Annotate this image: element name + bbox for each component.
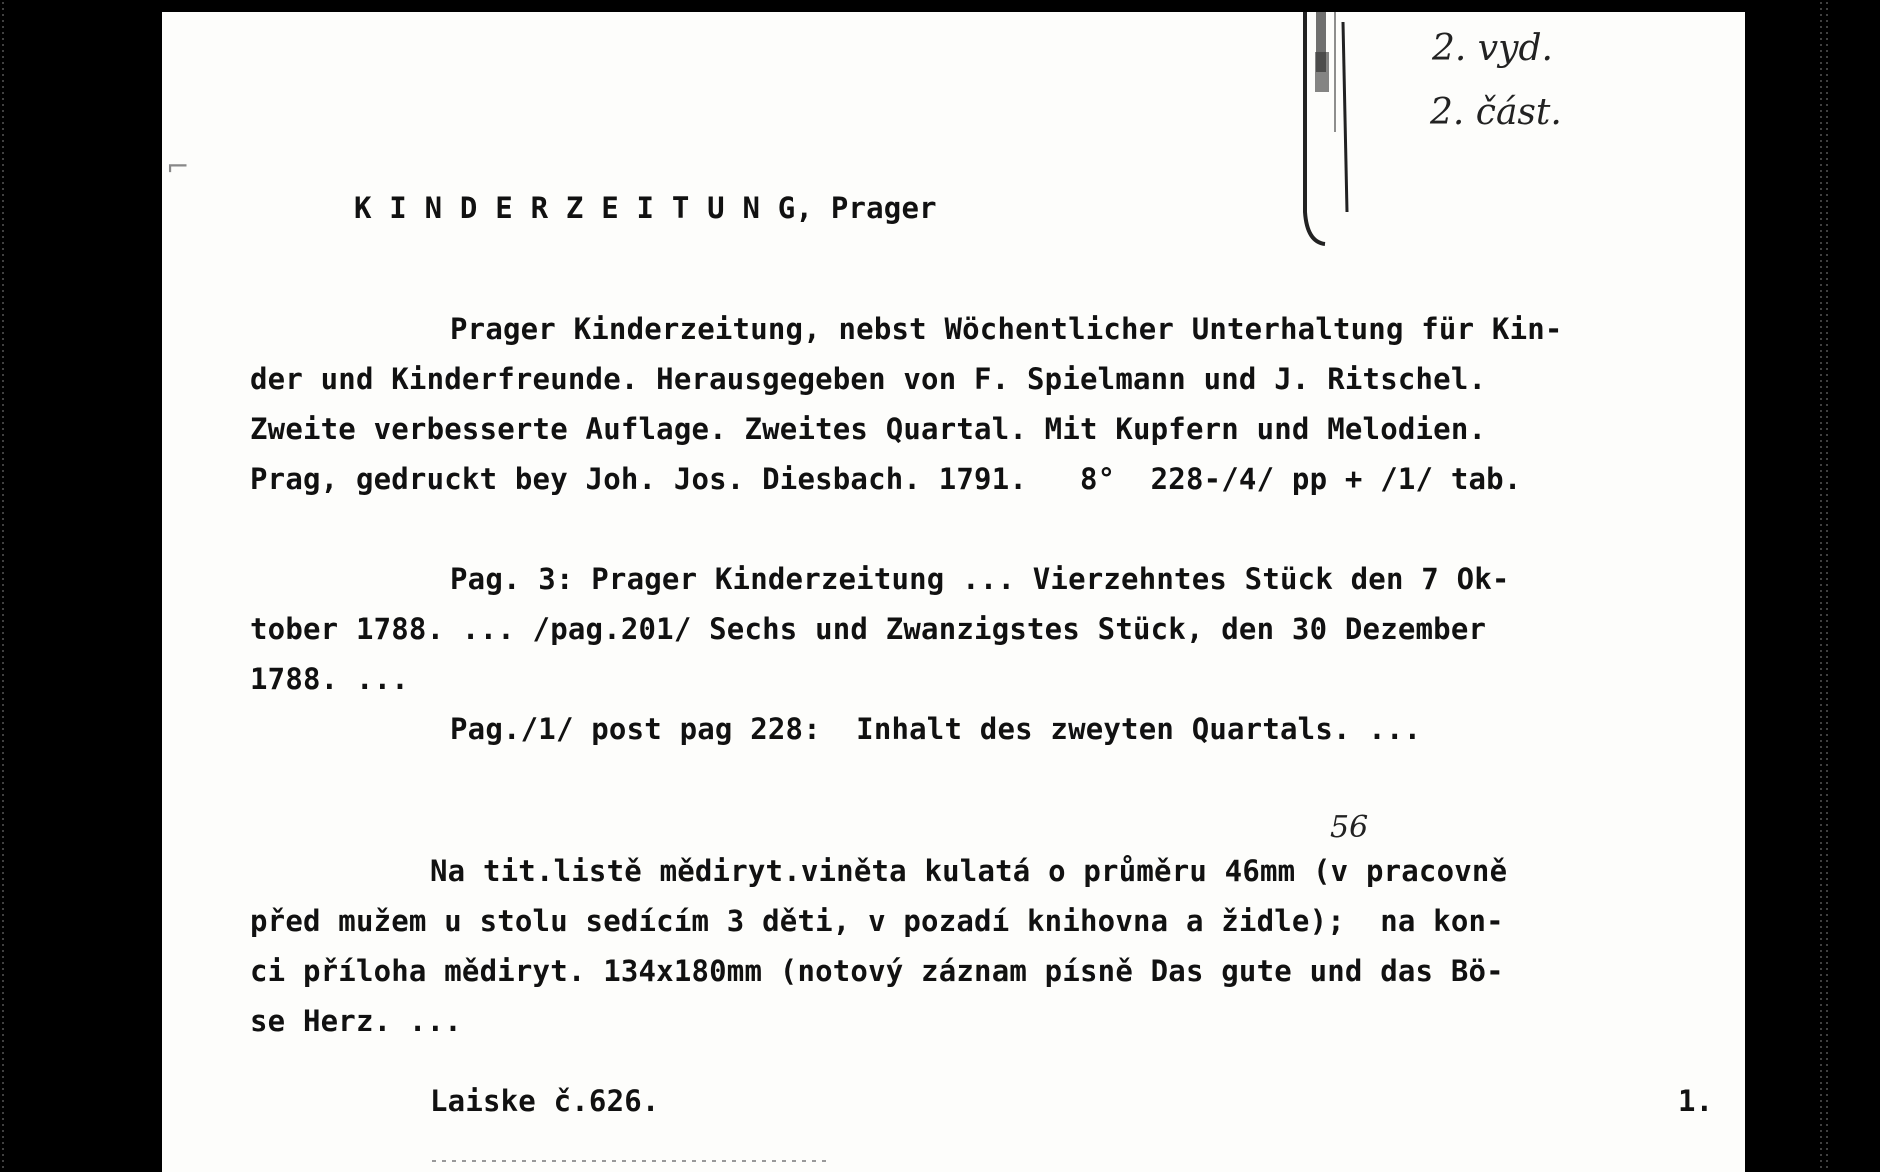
- left-edge-noise: [0, 0, 4, 1172]
- pagination-line-1: Pag. 3: Prager Kinderzeitung ... Vierzehntes Stück den 7 Ok-: [450, 562, 1510, 596]
- footer-card-number: 1.: [1678, 1084, 1714, 1118]
- pagination-line-4: Pag./1/ post pag 228: Inhalt des zweyten Quartals. ...: [450, 712, 1422, 746]
- right-edge-noise: [1818, 0, 1832, 1172]
- stray-mark: ⌐: [166, 150, 190, 183]
- pagination-line-3: 1788. ...: [250, 662, 409, 696]
- footer-reference: Laiske č.626.: [430, 1084, 660, 1118]
- description-line-4: Prag, gedruckt bey Joh. Jos. Diesbach. 1791. 8° 228-/4/ pp + /1/ tab.: [250, 462, 1522, 496]
- description-line-1: Prager Kinderzeitung, nebst Wöchentlicher Unterhaltung für Kin-: [450, 312, 1563, 346]
- handwritten-correction: 56: [1330, 810, 1369, 845]
- notes-line-4: se Herz. ...: [250, 1004, 462, 1038]
- notes-line-1: Na tit.listě mědiryt.viněta kulatá o průměru 46mm (v pracovně: [430, 854, 1508, 888]
- card-heading: [248, 157, 937, 259]
- heading-subtitle: Prager: [830, 191, 937, 225]
- binding-mark: [1285, 12, 1367, 257]
- notes-line-2: před mužem u stolu sedícím 3 děti, v pozadí knihovna a židle); na kon-: [250, 904, 1504, 938]
- catalog-card: [162, 12, 1745, 1172]
- pagination-line-2: tober 1788. ... /pag.201/ Sechs und Zwanzigstes Stück, den 30 Dezember: [250, 612, 1487, 646]
- heading-comma: ,: [795, 191, 814, 225]
- description-line-2: der und Kinderfreunde. Herausgegeben von F. Spielmann und J. Ritschel.: [250, 362, 1487, 396]
- handwritten-part: 2. část.: [1430, 92, 1562, 133]
- description-line-3: Zweite verbesserte Auflage. Zweites Quartal. Mit Kupfern und Melodien.: [250, 412, 1487, 446]
- heading-title: K I N D E R Z E I T U N G: [353, 191, 796, 225]
- handwritten-edition: 2. vyd.: [1432, 28, 1553, 69]
- notes-line-3: ci příloha mědiryt. 134x180mm (notový záznam písně Das gute und das Bö-: [250, 954, 1504, 988]
- bottom-scan-artifact: [432, 1160, 832, 1162]
